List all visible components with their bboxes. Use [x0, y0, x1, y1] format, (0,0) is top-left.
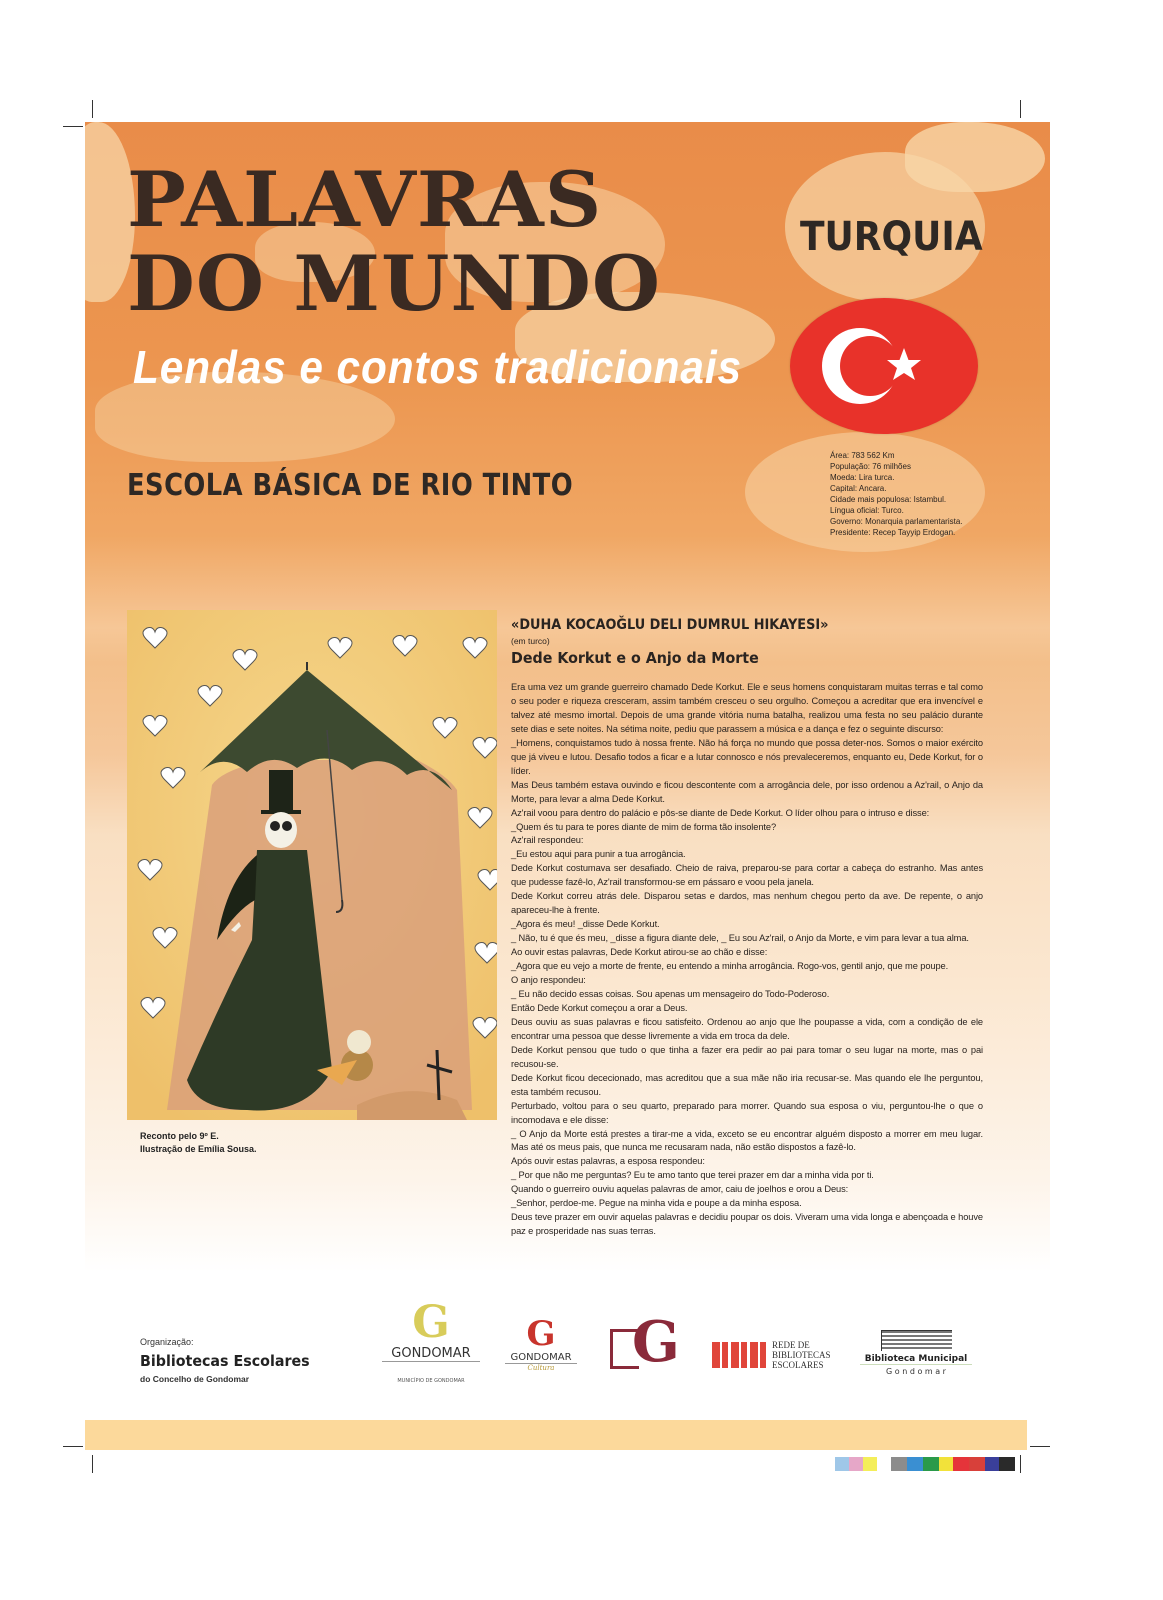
- title-line-1: PALAVRAS: [127, 155, 603, 244]
- story-paragraph: Mas Deus também estava ouvindo e ficou descontente com a arrogância dele, por isso ordenou a Az'rail, o Anjo da Morte, para levar a alma Dede Korkut.: [511, 779, 983, 804]
- story-paragraph: _Eu estou aqui para punir a tua arrogância.: [511, 849, 686, 860]
- school-name: ESCOLA BÁSICA DE RIO TINTO: [127, 468, 574, 503]
- story-section: [511, 617, 983, 1239]
- color-swatch: [969, 1457, 985, 1471]
- color-swatch: [907, 1457, 923, 1471]
- crop-mark: [1020, 1455, 1021, 1473]
- story-language-note: (em turco): [511, 636, 550, 646]
- turkey-flag-icon: [790, 298, 978, 434]
- story-paragraph: Dede Korkut ficou dececionado, mas acreditou que a sua mãe não iria recusar-se. Mas quando ele lhe perguntou, esta também recusou.: [511, 1072, 983, 1097]
- rede-bibliotecas-escolares-logo: [712, 1340, 832, 1370]
- story-paragraph: Az'rail voou para dentro do palácio e pôs-se diante de Dede Korkut. O líder olhou para o intruso e disse:: [511, 807, 930, 818]
- crop-mark: [1030, 1446, 1050, 1447]
- fact-government: Governo: Monarquia parlamentarista.: [830, 517, 963, 526]
- poster-title: [127, 155, 662, 328]
- poster-subtitle: Lendas e contos tradicionais: [133, 341, 742, 393]
- fact-capital: Capital: Ancara.: [830, 484, 887, 493]
- bottom-band: [85, 1420, 1027, 1450]
- title-line-2: DO MUNDO: [127, 239, 662, 328]
- logo-subtext: MUNICÍPIO DE GONDOMAR: [397, 1378, 465, 1384]
- color-swatch: [999, 1457, 1015, 1471]
- illustration-caption: [140, 1130, 257, 1156]
- crop-mark: [63, 126, 83, 127]
- color-swatch: [985, 1457, 999, 1471]
- color-swatch: [849, 1457, 863, 1471]
- logo-letter-g: G: [632, 1309, 680, 1375]
- map-continent: [905, 122, 1045, 192]
- story-paragraph: _ O Anjo da Morte está prestes a tirar-me a vida, exceto se eu encontrar alguém disposto a morrer em meu lugar. Mas até os meus pais, que nunca me recusaram nada, não estão dispostos a fazê-lo.: [511, 1128, 983, 1153]
- caption-retold-by: Reconto pelo 9º E.: [140, 1131, 219, 1141]
- color-swatch: [953, 1457, 969, 1471]
- logo-letter-g: G: [412, 1297, 450, 1348]
- organization-subtitle: do Concelho de Gondomar: [140, 1374, 250, 1384]
- story-illustration: [127, 610, 497, 1120]
- story-paragraph: O anjo respondeu:: [511, 975, 586, 986]
- story-paragraph: Perturbado, voltou para o seu quarto, preparado para morrer. Quando sua esposa o viu, perguntou-lhe o que o incomodava e ele disse:: [511, 1100, 983, 1125]
- caption-illustrator: Ilustração de Emília Sousa.: [140, 1144, 257, 1154]
- logo-text: ESCOLARES: [772, 1360, 824, 1370]
- story-paragraph: Dede Korkut correu atrás dele. Disparou setas e dardos, mas nenhum chegou perto da ave. De repente, o anjo apareceu-lhe à frente.: [511, 891, 983, 916]
- story-paragraph: _Homens, conquistamos tudo à nossa frente. Não há força no mundo que possa deter-nos. Somos o maior exército que já viveu e lutou. Desafio todos a ficar e a lutar connosco e nós prevaleceremos, enquanto eu, Dede Korkut, for o líder.: [511, 737, 983, 776]
- story-paragraph: _Agora és meu! _disse Dede Korkut.: [511, 919, 660, 930]
- country-name: TURQUIA: [800, 214, 983, 260]
- story-paragraph: _ Eu não decido essas coisas. Sou apenas um mensageiro do Todo-Poderoso.: [511, 988, 830, 999]
- story-paragraph: _Senhor, perdoe-me. Pegue na minha vida e poupe a da minha esposa.: [511, 1198, 802, 1209]
- logo-text: Biblioteca Municipal: [860, 1354, 972, 1365]
- fact-currency: Moeda: Lira turca.: [830, 473, 895, 482]
- color-swatch: [923, 1457, 939, 1471]
- story-paragraph: Az'rail respondeu:: [511, 835, 584, 846]
- color-swatch: [835, 1457, 849, 1471]
- crop-mark: [1020, 100, 1021, 118]
- organization-name: Bibliotecas Escolares: [140, 1352, 310, 1370]
- story-paragraph: Ao ouvir estas palavras, Dede Korkut atirou-se ao chão e disse:: [511, 947, 768, 958]
- logo-text: GONDOMAR: [382, 1346, 480, 1362]
- fact-president: Presidente: Recep Tayyip Erdogan.: [830, 528, 956, 537]
- crop-mark: [63, 1446, 83, 1447]
- story-paragraph: Deus ouviu as suas palavras e ficou satisfeito. Ordenou ao anjo que lhe poupasse a vida, com a condição de ele encontrar uma pessoa que desse livremente a vida em troca da dele.: [511, 1016, 983, 1041]
- logo-text: BIBLIOTECAS: [772, 1350, 831, 1360]
- gondomar-municipio-logo: [382, 1297, 480, 1384]
- story-paragraph: Então Dede Korkut começou a orar a Deus.: [511, 1002, 688, 1013]
- biblioteca-municipal-logo: [860, 1330, 972, 1376]
- color-swatch: [877, 1457, 891, 1471]
- color-calibration-bar: [835, 1457, 1015, 1471]
- story-paragraph: Deus teve prazer em ouvir aquelas palavras e decidiu poupar os dois. Viveram uma vida longa e abençoada e houve paz e prosperidade nas suas terras.: [511, 1212, 983, 1237]
- story-paragraph: Era uma vez um grande guerreiro chamado Dede Korkut. Ele e seus homens conquistaram muitas terras e tal como o seu poder e riqueza cresceram, assim também cresceu o seu orgulho. Começou a acreditar que era invencível e talvez até mesmo imortal. Depois de uma grande vitória numa batalha, realizou uma festa no seu palácio durante sete dias e sete noites. Na sétima noite, pediu que parassem a música e a dança e fez o seguinte discurso:: [511, 682, 983, 734]
- fact-population: População: 76 milhões: [830, 462, 911, 471]
- story-paragraph: Quando o guerreiro ouviu aquelas palavras de amor, caiu de joelhos e orou a Deus:: [511, 1184, 849, 1195]
- logo-subtext: Cultura: [527, 1364, 555, 1372]
- poster: [85, 122, 1050, 1272]
- story-title: Dede Korkut e o Anjo da Morte: [511, 649, 759, 667]
- fact-largest-city: Cidade mais populosa: Istambul.: [830, 495, 947, 504]
- gondomar-cultura-logo: [505, 1316, 577, 1372]
- story-paragraph: _ Não, tu é que és meu, _disse a figura diante dele, _ Eu sou Az'rail, o Anjo da Morte, e vim para levar a tua alma.: [511, 933, 969, 944]
- story-original-title: «DUHA KOCAOĞLU DELI DUMRUL HIKAYESI»: [511, 617, 829, 633]
- story-paragraph: _Agora que eu vejo a morte de frente, eu entendo a minha arrogância. Rogo-vos, gentil anjo, que me poupe.: [511, 961, 949, 972]
- logo-text: GONDOMAR: [505, 1352, 577, 1364]
- crop-mark: [92, 1455, 93, 1473]
- fact-area: Área: 783 562 Km: [830, 451, 895, 460]
- organization-label: Organização:: [140, 1337, 194, 1347]
- crop-mark: [92, 100, 93, 118]
- story-paragraph: _ Por que não me perguntas? Eu te amo tanto que terei prazer em dar a minha vida por ti.: [511, 1170, 874, 1181]
- color-swatch: [939, 1457, 953, 1471]
- story-body: [511, 681, 983, 1239]
- color-swatch: [863, 1457, 877, 1471]
- story-paragraph: Dede Korkut costumava ser desafiado. Cheio de raiva, preparou-se para cortar a cabeça do estranho. Mas antes que pudesse fazê-lo, Az'rail transformou-se em pássaro e voou pela janela.: [511, 863, 983, 888]
- rede-bibliotecas-gondomar-logo: [608, 1309, 684, 1383]
- color-swatch: [891, 1457, 907, 1471]
- country-facts: [830, 450, 963, 538]
- logo-text: REDE DE: [772, 1340, 810, 1350]
- story-paragraph: Após ouvir estas palavras, a esposa respondeu:: [511, 1156, 705, 1167]
- story-paragraph: Dede Korkut pensou que tudo o que tinha a fazer era pedir ao pai para tomar o seu lugar na morte, mas o pai recusou-se.: [511, 1044, 983, 1069]
- logo-letter-g: G: [526, 1314, 556, 1354]
- story-paragraph: _Quem és tu para te pores diante de mim de forma tão insolente?: [511, 821, 777, 832]
- logo-subtext: G o n d o m a r: [886, 1367, 946, 1376]
- fact-language: Língua oficial: Turco.: [830, 506, 904, 515]
